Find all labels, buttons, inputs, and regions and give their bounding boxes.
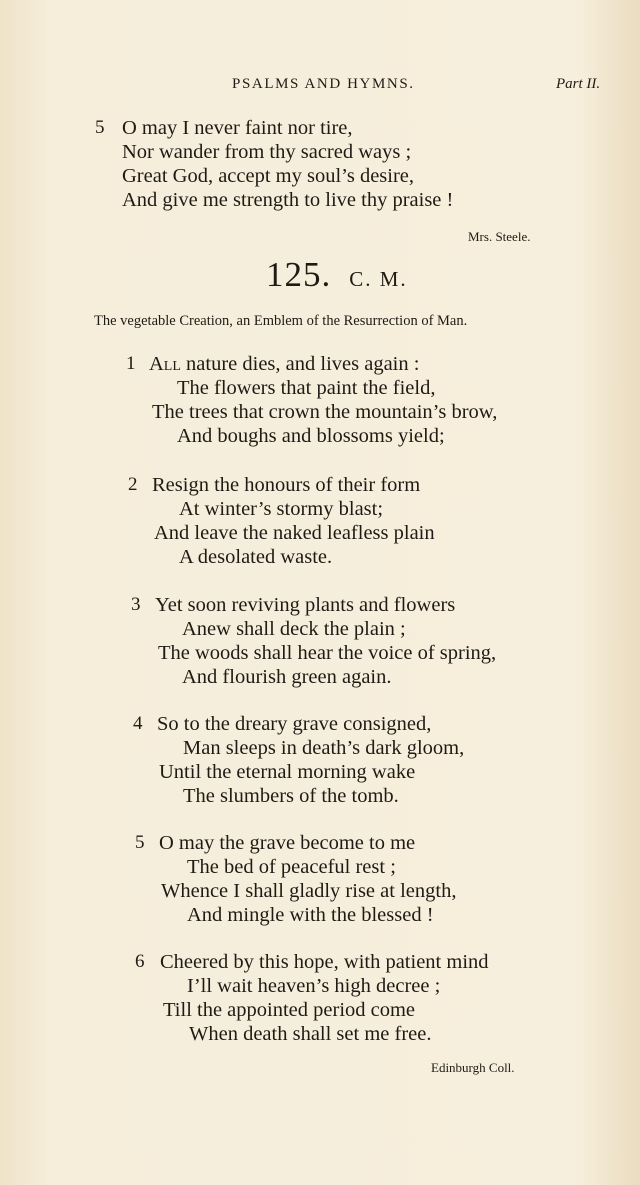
stanza-line: The flowers that paint the field, — [177, 377, 436, 399]
stanza-line: The bed of peaceful rest ; — [187, 856, 396, 878]
stanza-line: Resign the honours of their form — [152, 474, 421, 496]
stanza-line: O may I never faint nor tire, — [122, 117, 353, 139]
stanza-line-rest: nature dies, and lives again : — [180, 353, 420, 375]
stanza-line: O may the grave become to me — [159, 832, 416, 854]
stanza-number: 2 — [128, 474, 138, 495]
hymn-stanza-4 — [133, 712, 593, 808]
stanza-line: And mingle with the blessed ! — [187, 904, 434, 926]
hymn-number: 125. — [266, 255, 332, 294]
stanza-line: And leave the naked leafless plain — [154, 522, 435, 544]
stanza-line: Cheered by this hope, with patient mind — [160, 951, 489, 973]
previous-hymn-stanza-5 — [95, 116, 525, 212]
hymn-subtitle: The vegetable Creation, an Emblem of the Resurrection of Man. — [94, 313, 468, 329]
stanza-line: The woods shall hear the voice of spring, — [158, 642, 497, 664]
running-head-title: PSALMS AND HYMNS. — [232, 76, 415, 92]
stanza-number: 6 — [135, 951, 145, 972]
source-attribution: Edinburgh Coll. — [431, 1060, 515, 1075]
hymn-stanza-5 — [135, 831, 595, 927]
hymn-stanza-1 — [126, 352, 606, 448]
hymn-stanza-6 — [135, 950, 595, 1046]
stanza-number: 3 — [131, 594, 141, 615]
stanza-line: A desolated waste. — [179, 546, 333, 568]
stanza-number: 4 — [133, 713, 143, 734]
hymn-heading — [266, 255, 408, 295]
stanza-line: So to the dreary grave consigned, — [157, 713, 432, 735]
stanza-number: 5 — [95, 117, 105, 138]
stanza-line: And give me strength to live thy praise ! — [122, 189, 454, 211]
stanza-line: Till the appointed period come — [163, 999, 416, 1021]
stanza-line: Yet soon reviving plants and flowers — [155, 594, 456, 616]
stanza-line: Whence I shall gladly rise at length, — [161, 880, 457, 902]
stanza-line: Nor wander from thy sacred ways ; — [122, 141, 412, 163]
hymn-stanza-3 — [131, 593, 591, 689]
stanza-line: Until the eternal morning wake — [159, 761, 416, 783]
part-label: Part II. — [556, 76, 601, 92]
stanza-line: And flourish green again. — [182, 666, 392, 688]
stanza-line: The slumbers of the tomb. — [183, 785, 399, 807]
stanza-line: Anew shall deck the plain ; — [182, 618, 406, 640]
hymn-meter: C. M. — [349, 267, 408, 291]
stanza-number: 1 — [126, 353, 136, 374]
stanza-number: 5 — [135, 832, 145, 853]
author-attribution: Mrs. Steele. — [468, 229, 531, 244]
stanza-line: And boughs and blossoms yield; — [177, 425, 445, 447]
stanza-line: The trees that crown the mountain’s brow, — [152, 401, 498, 423]
stanza-line — [149, 352, 419, 376]
running-head — [0, 76, 640, 98]
stanza-line: At winter’s stormy blast; — [179, 498, 384, 520]
stanza-line: Man sleeps in death’s dark gloom, — [183, 737, 465, 759]
stanza-line: When death shall set me free. — [189, 1023, 432, 1045]
stanza-line: I’ll wait heaven’s high decree ; — [187, 975, 441, 997]
hymn-stanza-2 — [128, 473, 588, 569]
stanza-line: Great God, accept my soul’s desire, — [122, 165, 415, 187]
first-word-small-caps: All — [149, 353, 181, 375]
